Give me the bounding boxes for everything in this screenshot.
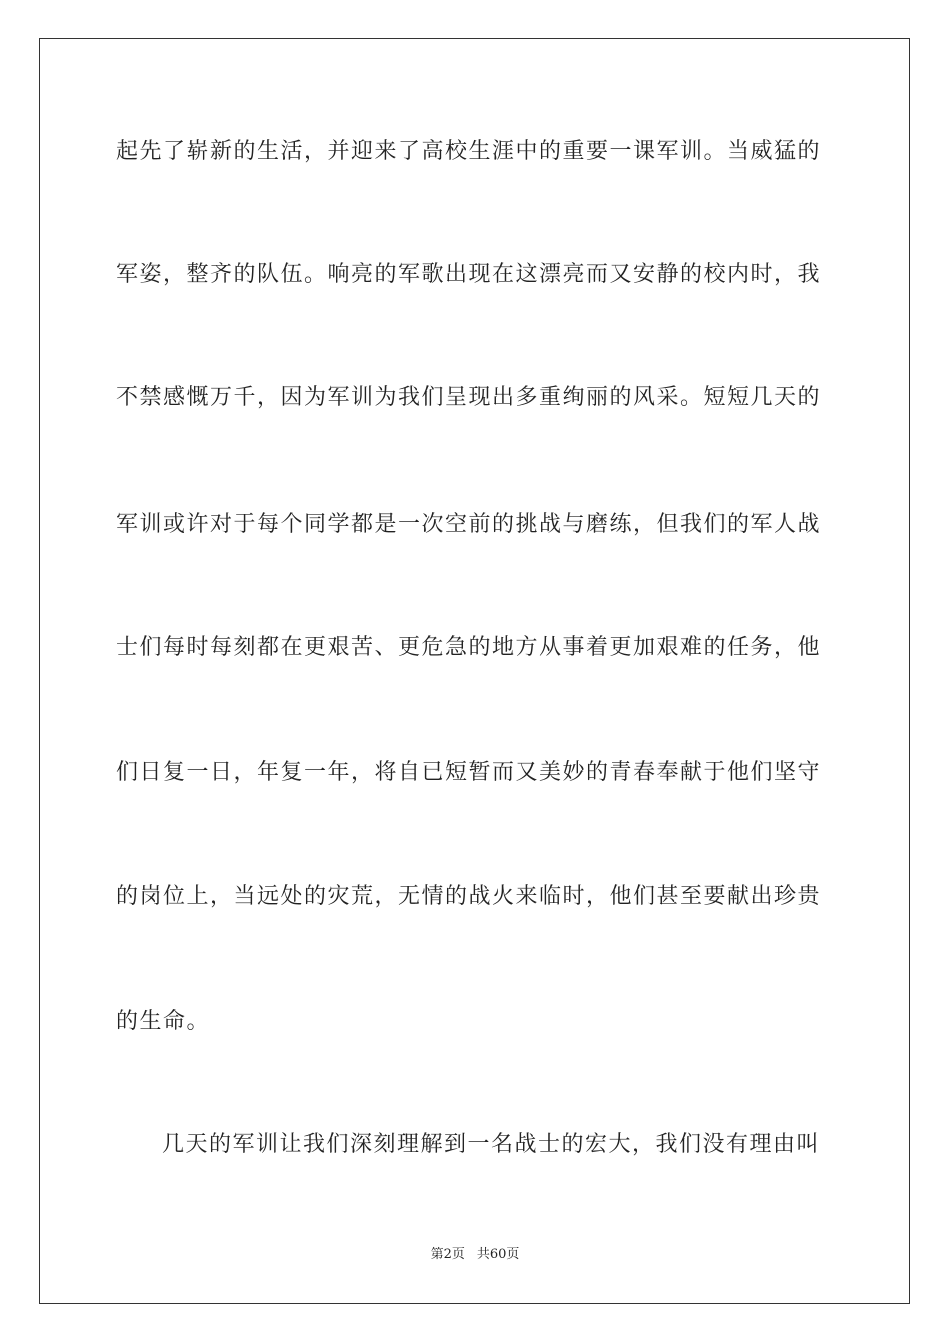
page-border: [39, 38, 910, 1304]
body-line-5: 士们每时每刻都在更艰苦、更危急的地方从事着更加艰难的任务，他: [116, 635, 822, 660]
body-line-6: 们日复一日，年复一年，将自已短暂而又美妙的青春奉献于他们坚守: [116, 760, 822, 785]
page-number: 第2页: [430, 1247, 465, 1262]
body-line-7: 的岗位上，当远处的灾荒，无情的战火来临时，他们甚至要献出珍贵: [116, 884, 822, 909]
body-line-4: 军训或许对于每个同学都是一次空前的挑战与磨练，但我们的军人战: [116, 512, 822, 537]
paragraph-start-line: 几天的军训让我们深刻理解到一名战士的宏大，我们没有理由叫: [162, 1132, 821, 1157]
body-line-1: 起先了崭新的生活，并迎来了高校生涯中的重要一课军训。当威猛的: [116, 139, 822, 164]
body-line-3: 不禁感慨万千，因为军训为我们呈现出多重绚丽的风采。短短几天的: [116, 385, 822, 410]
body-line-8: 的生命。: [116, 1009, 211, 1034]
page-footer: [0, 1246, 950, 1264]
body-line-2: 军姿，整齐的队伍。响亮的军歌出现在这漂亮而又安静的校内时，我: [116, 262, 822, 287]
total-pages: 共60页: [476, 1247, 520, 1262]
